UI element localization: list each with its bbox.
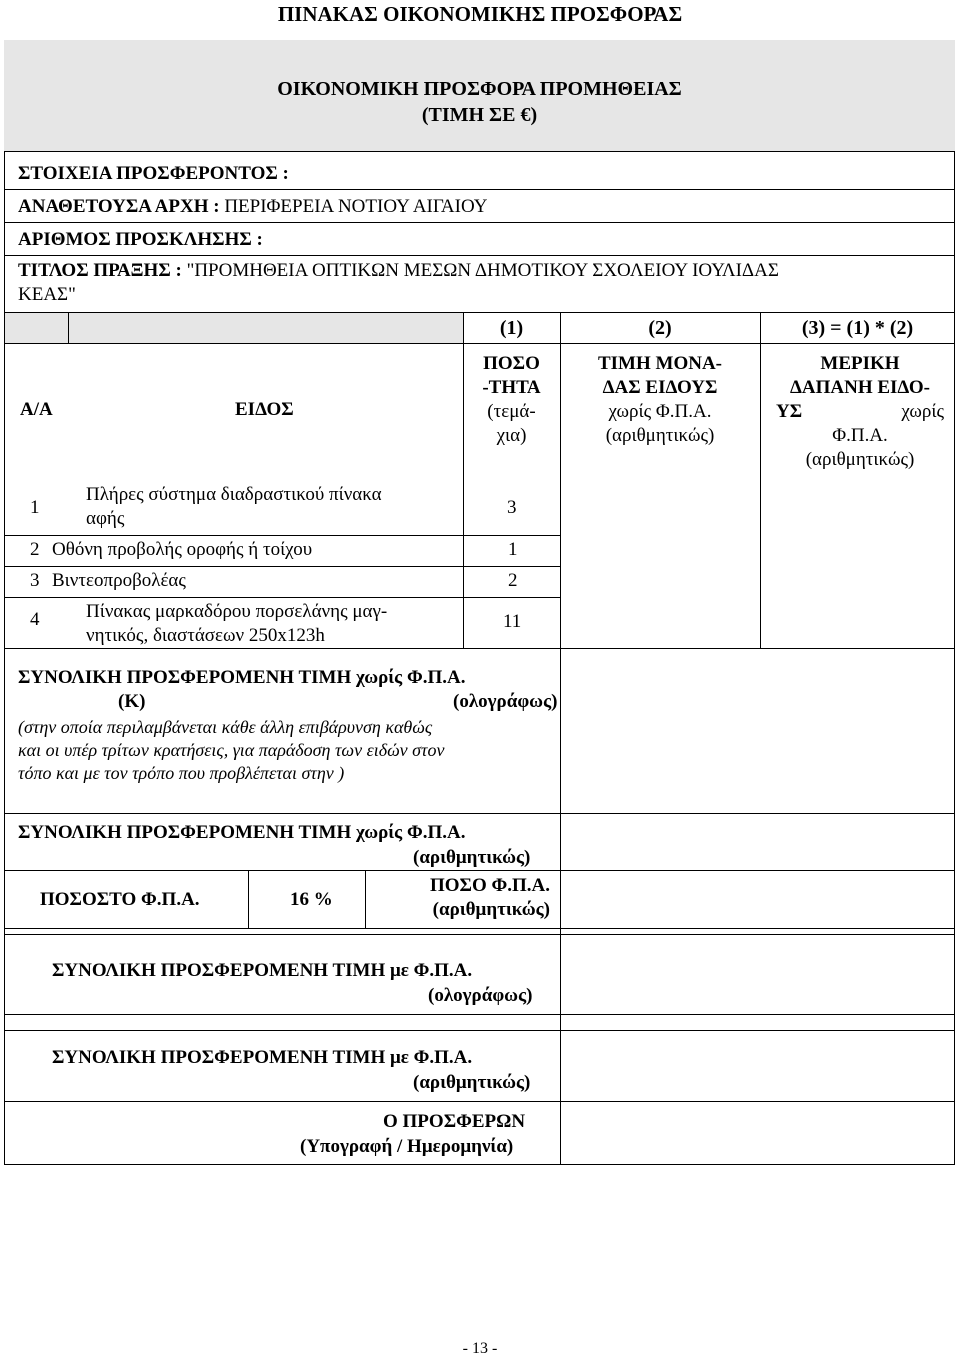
signature-line1: Ο ΠΡΟΣΦΕΡΩΝ <box>383 1111 526 1132</box>
action-title-label: ΤΙΤΛΟΣ ΠΡΑΞΗΣ : <box>18 260 182 281</box>
total-words-note: (στην οποία περιλαμβάνεται κάθε άλλη επιβάρυνση καθώς και οι υπέρ τρίτων κρατήσεις, για παράδοση των ειδών στον τόπο και με τον τρόπο που προβλέπεται στην ) <box>18 717 445 783</box>
row-3-item: Βιντεοπροβολέας <box>52 570 186 591</box>
col-price-header: ΤΙΜΗ ΜΟΝΑ- ΔΑΣ ΕΙΔΟΥΣ χωρίς Φ.Π.Α. (αριθμητικώς) <box>597 353 722 446</box>
vat-label: ΠΟΣΟΣΤΟ Φ.Π.Α. <box>40 889 200 910</box>
col-total-header: ΜΕΡΙΚΗ ΔΑΠΑΝΗ ΕΙΔΟ- ΥΣ χωρίς Φ.Π.Α. (αριθμητικώς) <box>776 353 944 470</box>
action-title-value: "ΠΡΟΜΗΘΕΙΑ ΟΠΤΙΚΩΝ ΜΕΣΩΝ ΔΗΜΟΤΙΚΟΥ ΣΧΟΛΕΙΟΥ ΙΟΥΛΙΔΑΣ <box>186 260 779 281</box>
row-2-qty: 1 <box>508 539 518 560</box>
total-words-k: (Κ) <box>118 691 146 712</box>
row-4-aa: 4 <box>30 609 40 630</box>
total-words-label: (ολογράφως) <box>453 691 558 712</box>
bidder-label: ΣΤΟΙΧΕΙΑ ΠΡΟΣΦΕΡΟΝΤΟΣ : <box>18 163 289 184</box>
row-3-qty: 2 <box>508 570 518 591</box>
total-numeric-line1: ΣΥΝΟΛΙΚΗ ΠΡΟΣΦΕΡΟΜΕΝΗ ΤΙΜΗ χωρίς Φ.Π.Α. <box>18 822 466 843</box>
row-1-aa: 1 <box>30 497 40 518</box>
total-words-line1: ΣΥΝΟΛΙΚΗ ΠΡΟΣΦΕΡΟΜΕΝΗ ΤΙΜΗ χωρίς Φ.Π.Α. <box>18 667 466 688</box>
page-title: ΠΙΝΑΚΑΣ ΟΙΚΟΝΟΜΙΚΗΣ ΠΡΟΣΦΟΡΑΣ <box>277 2 683 26</box>
header-line2: (ΤΙΜΗ ΣΕ €) <box>421 104 538 126</box>
col-qty-header: ΠΟΣΟ -ΤΗΤΑ (τεμά- χια) <box>482 353 541 446</box>
row-2-aa: 2 <box>30 539 40 560</box>
total-numeric-line2: (αριθμητικώς) <box>413 847 531 868</box>
grand-words-line1: ΣΥΝΟΛΙΚΗ ΠΡΟΣΦΕΡΟΜΕΝΗ ΤΙΜΗ με Φ.Π.Α. <box>52 960 473 981</box>
page-number: - 13 - <box>462 1340 498 1357</box>
col-item: ΕΙΔΟΣ <box>235 399 294 420</box>
authority-label: ΑΝΑΘΕΤΟΥΣΑ ΑΡΧΗ : <box>18 196 220 217</box>
authority-row <box>18 195 487 219</box>
row-2-item: Οθόνη προβολής οροφής ή τοίχου <box>52 539 313 560</box>
row-1-qty: 3 <box>507 497 517 518</box>
row-3-aa: 3 <box>30 570 40 591</box>
action-title-row <box>18 259 779 283</box>
row-1-item: Πλήρες σύστημα διαδραστικού πίνακα αφής <box>86 484 382 529</box>
authority-value: ΠΕΡΙΦΕΡΕΙΑ ΝΟΤΙΟΥ ΑΙΓΑΙΟΥ <box>224 196 488 217</box>
row-4-qty: 11 <box>503 611 522 632</box>
col-aa: Α/Α <box>20 399 53 420</box>
grand-numeric-line1: ΣΥΝΟΛΙΚΗ ΠΡΟΣΦΕΡΟΜΕΝΗ ΤΙΜΗ με Φ.Π.Α. <box>52 1047 473 1068</box>
col-num-total: (3) = (1) * (2) <box>801 317 914 339</box>
grand-words-line2: (ολογράφως) <box>428 985 533 1006</box>
col-num-qty: (1) <box>499 317 524 339</box>
header-line1: ΟΙΚΟΝΟΜΙΚΗ ΠΡΟΣΦΟΡΑ ΠΡΟΜΗΘΕΙΑΣ <box>277 78 682 100</box>
grand-numeric-line2: (αριθμητικώς) <box>413 1072 531 1093</box>
invitation-label: ΑΡΙΘΜΟΣ ΠΡΟΣΚΛΗΣΗΣ : <box>18 229 263 250</box>
col-num-price: (2) <box>648 317 672 339</box>
action-title-cont: ΚΕΑΣ" <box>18 284 76 305</box>
row-4-item: Πίνακας μαρκαδόρου πορσελάνης μαγ- νητικός, διαστάσεων 250x123h <box>86 601 388 646</box>
vat-rate: 16 % <box>290 889 333 910</box>
vat-amount: ΠΟΣΟ Φ.Π.Α. (αριθμητικώς) <box>429 875 550 920</box>
signature-line2: (Υπογραφή / Ημερομηνία) <box>300 1136 514 1157</box>
